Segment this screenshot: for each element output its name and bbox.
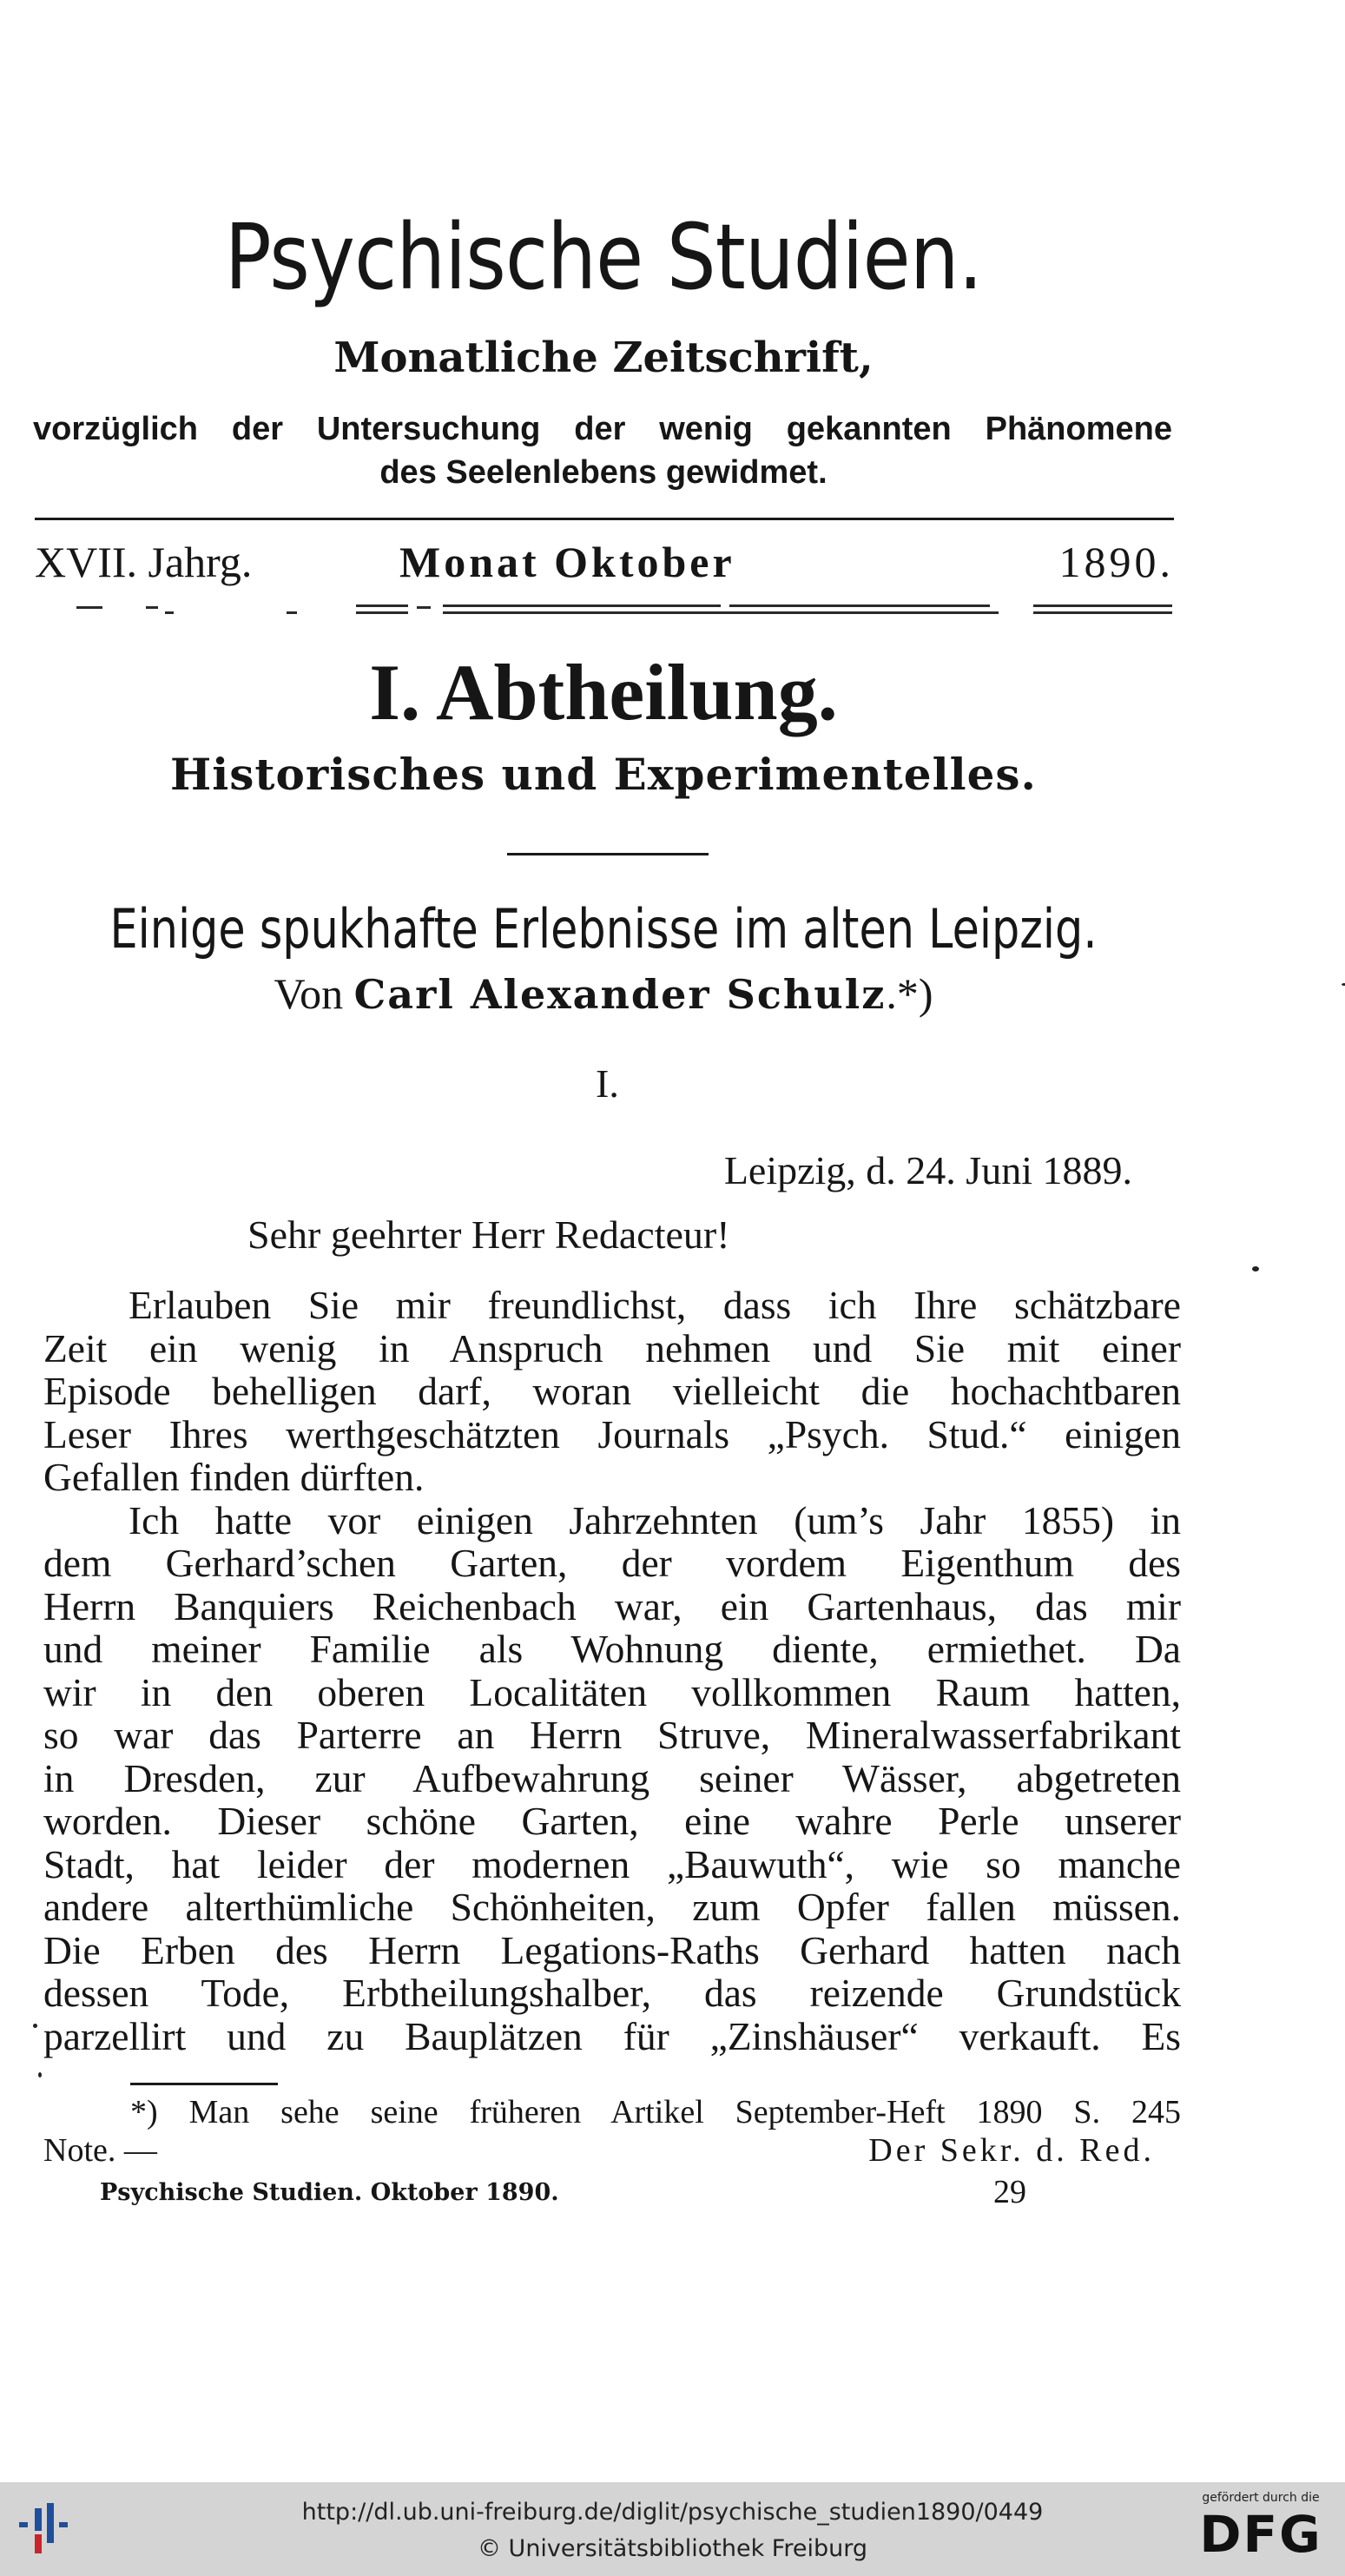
- dfg-logo: DFG: [1199, 2505, 1322, 2564]
- body-line: Episode behelligen darf, woran vielleicht die hochachtbaren: [43, 1369, 1181, 1413]
- body-line: Die Erben des Herrn Legations-Raths Gerhard hatten nach: [43, 1927, 1181, 1972]
- body-line: Herrn Banquiers Reichenbach war, ein Gartenhaus, das mir: [43, 1583, 1181, 1628]
- journal-subtitle: Monatliche Zeitschrift,: [333, 334, 874, 382]
- journal-title: Psychische Studien.: [224, 204, 983, 310]
- section-title: I. Abtheilung.: [369, 648, 838, 736]
- byline-prefix: Von: [274, 969, 344, 1018]
- byline: [0, 966, 1207, 1022]
- footnote-note: Note. —: [43, 2132, 157, 2169]
- body-line: dessen Tode, Erbtheilungshalber, das reizende Grundstück: [43, 1971, 1181, 2015]
- article-body: [43, 1284, 1181, 2057]
- footnote: [43, 2093, 1181, 2170]
- footnote-marker: .*): [886, 969, 933, 1018]
- body-line: in Dresden, zur Aufbewahrung seiner Wässer, abgetreten: [43, 1755, 1181, 1800]
- section-subtitle: Historisches und Experimentelles.: [170, 749, 1037, 800]
- body-line: Ich hatte vor einigen Jahrzehnten (um’s Jahr 1855) in: [129, 1497, 1181, 1542]
- scan-speck: [33, 2024, 37, 2028]
- part-number: I.: [596, 1061, 619, 1106]
- year-label: 1890.: [1058, 538, 1174, 586]
- copyright-notice: © Universitätsbibliothek Freiburg: [477, 2535, 868, 2562]
- scan-speck: [1342, 983, 1345, 986]
- body-line: Gefallen finden dürften.: [43, 1455, 425, 1499]
- body-line: Zeit ein wenig in Anspruch nehmen und Sie mit einer: [43, 1325, 1181, 1371]
- body-line: und meiner Familie als Wohnung diente, ermiethet. Da: [43, 1627, 1181, 1671]
- masthead: [35, 532, 1174, 592]
- footnote-line-1: *) Man sehe seine früheren Artikel September-Heft 1890 S. 245: [130, 2094, 1181, 2130]
- body-line: so war das Parterre an Herrn Struve, Mineralwasserfabrikant: [43, 1713, 1181, 1757]
- sponsor-note: gefördert durch die: [1202, 2491, 1320, 2505]
- journal-description-line-2: des Seelenlebens gewidmet.: [379, 454, 827, 491]
- running-footer: Psychische Studien. Oktober 1890.: [100, 2179, 559, 2206]
- body-line: wir in den oberen Localitäten vollkommen Raum hatten,: [43, 1669, 1181, 1714]
- body-line: worden. Dieser schöne Garten, eine wahre Perle unserer: [43, 1799, 1181, 1843]
- body-line: Erlauben Sie mir freundlichst, dass ich Ihre schätzbare: [129, 1283, 1181, 1327]
- body-line: Stadt, hat leider der modernen „Bauwuth“, wie so manche: [43, 1841, 1181, 1886]
- footnote-line-2: [43, 2131, 1181, 2170]
- body-line: parzellirt und zu Bauplätzen für „Zinshäuser“ verkauft. Es: [43, 2013, 1181, 2058]
- scan-speck: [38, 2072, 42, 2077]
- footnote-signature: Der Sekr. d. Red.: [868, 2132, 1155, 2169]
- footnote-rule: [130, 2083, 278, 2085]
- body-line: dem Gerhard’schen Garten, der vordem Eigenthum des: [43, 1541, 1181, 1585]
- body-line: Leser Ihres werthgeschätzten Journals „Psych. Stud.“ einigen: [43, 1411, 1181, 1456]
- header-rule: [35, 518, 1174, 520]
- salutation: Sehr geehrter Herr Redacteur!: [247, 1212, 730, 1257]
- volume-label: XVII. Jahrg.: [35, 538, 253, 586]
- article-title: Einige spukhafte Erlebnisse im alten Leipzig.: [109, 897, 1098, 961]
- journal-description-line-1: vorzüglich der Untersuchung der wenig gekannten Phänomene: [33, 411, 1172, 447]
- viewer-footer-bar: [0, 2482, 1345, 2576]
- section-rule: [507, 853, 709, 855]
- month-label: Monat Oktober: [399, 538, 735, 586]
- body-line: andere alterthümliche Schönheiten, zum Opfer fallen müssen.: [43, 1885, 1181, 1929]
- dateline: Leipzig, d. 24. Juni 1889.: [723, 1148, 1132, 1192]
- scan-speck: [1252, 1266, 1259, 1271]
- author-name: Carl Alexander Schulz: [353, 971, 887, 1018]
- page-number: 29: [993, 2174, 1026, 2210]
- document-url-link[interactable]: http://dl.ub.uni-freiburg.de/diglit/psychische_studien1890/0449: [301, 2499, 1044, 2526]
